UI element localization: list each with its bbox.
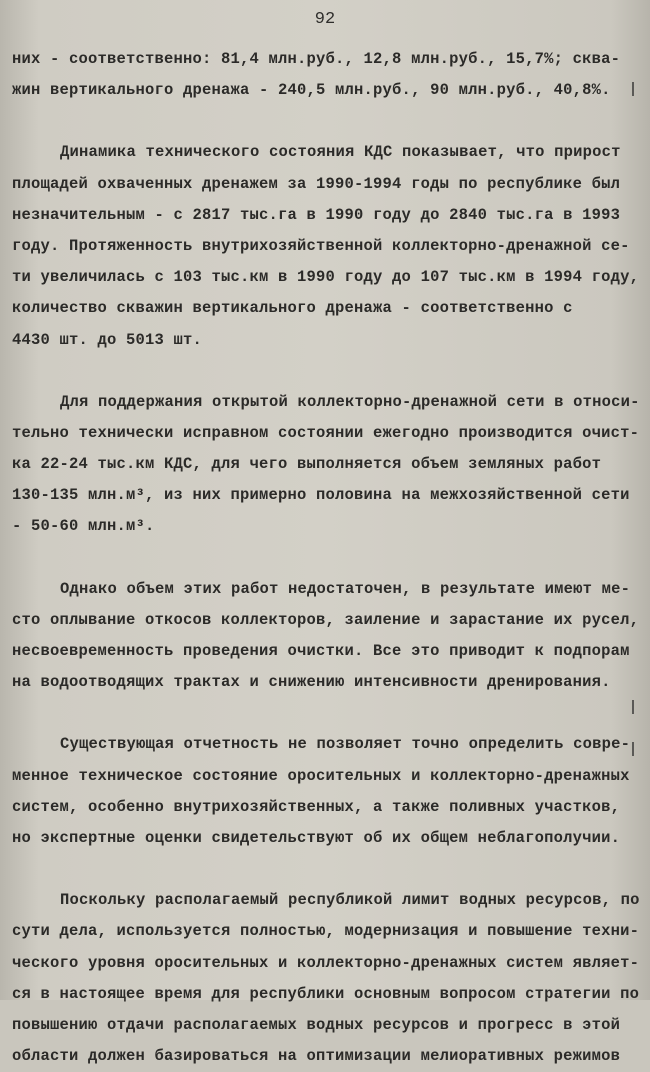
text-line: несвоевременность проведения очистки. Все это приводит к подпорам	[12, 642, 630, 660]
text-line: области должен базироваться на оптимизации мелиоративных режимов	[12, 1047, 621, 1066]
text-line: жин вертикального дренажа - 240,5 млн.руб., 90 млн.руб., 40,8%.	[12, 81, 611, 100]
text-line: повышению отдачи располагаемых водных ресурсов и прогресс в этой	[12, 1015, 621, 1034]
text-line: количество скважин вертикального дренажа - соответственно с	[12, 299, 573, 318]
text-line: менное техническое состояние оросительных и коллекторно-дренажных	[12, 766, 630, 785]
text-line: ческого уровня оросительных и коллекторно-дренажных систем являет-	[12, 953, 640, 972]
margin-mark	[632, 82, 644, 96]
text-line: сто оплывание откосов коллекторов, заиление и зарастание их русел,	[12, 610, 640, 629]
text-line: тельно технически исправном состоянии ежегодно производится очист-	[12, 423, 640, 442]
margin-mark	[632, 700, 644, 714]
body-text	[12, 44, 640, 1072]
text-line: году. Протяженность внутрихозяйственной коллекторно-дренажной се-	[12, 236, 630, 255]
paragraph-gap	[12, 854, 624, 885]
text-line: на водоотводящих трактах и снижению интенсивности дренирования.	[12, 673, 611, 692]
text-line: Существующая отчетность не позволяет точно определить совре-	[60, 735, 631, 754]
paragraph-gap	[12, 356, 624, 387]
text-line: Однако объем этих работ недостаточен, в результате имеют ме-	[60, 579, 631, 598]
text-line: площадей охваченных дренажем за 1990-1994 годы по республике был	[12, 174, 621, 193]
text-line: ка 22-24 тыс.км КДС, для чего выполняется объем земляных работ	[12, 455, 602, 474]
text-line: Динамика технического состояния КДС показывает, что прирост	[60, 143, 621, 162]
page-number: 92	[314, 10, 336, 29]
text-line: систем, особенно внутрихозяйственных, а также поливных участков,	[12, 797, 621, 816]
text-line: них - соответственно: 81,4 млн.руб., 12,8 млн.руб., 15,7%; сква-	[12, 50, 621, 68]
text-line: 130-135 млн.м³, из них примерно половина на межхозяйственной сети	[12, 486, 630, 505]
paragraph-gap	[12, 543, 624, 574]
text-line: ся в настоящее время для республики основным вопросом стратегии по	[12, 984, 640, 1003]
paragraph-gap	[12, 698, 624, 729]
text-line: но экспертные оценки свидетельствуют об их общем неблагополучии.	[12, 828, 621, 847]
text-line: Поскольку располагаемый республикой лимит водных ресурсов, по	[60, 891, 640, 910]
text-line: незначительным - с 2817 тыс.га в 1990 году до 2840 тыс.га в 1993	[12, 205, 621, 224]
margin-mark	[632, 742, 644, 756]
text-line: ти увеличилась с 103 тыс.км в 1990 году до 107 тыс.км в 1994 году,	[12, 268, 640, 287]
text-line: Для поддержания открытой коллекторно-дренажной сети в относи-	[60, 392, 640, 411]
paragraph-gap	[12, 106, 624, 137]
text-line: сути дела, используется полностью, модернизация и повышение техни-	[12, 922, 640, 941]
text-line: - 50-60 млн.м³.	[12, 517, 155, 536]
text-line: 4430 шт. до 5013 шт.	[12, 330, 203, 349]
